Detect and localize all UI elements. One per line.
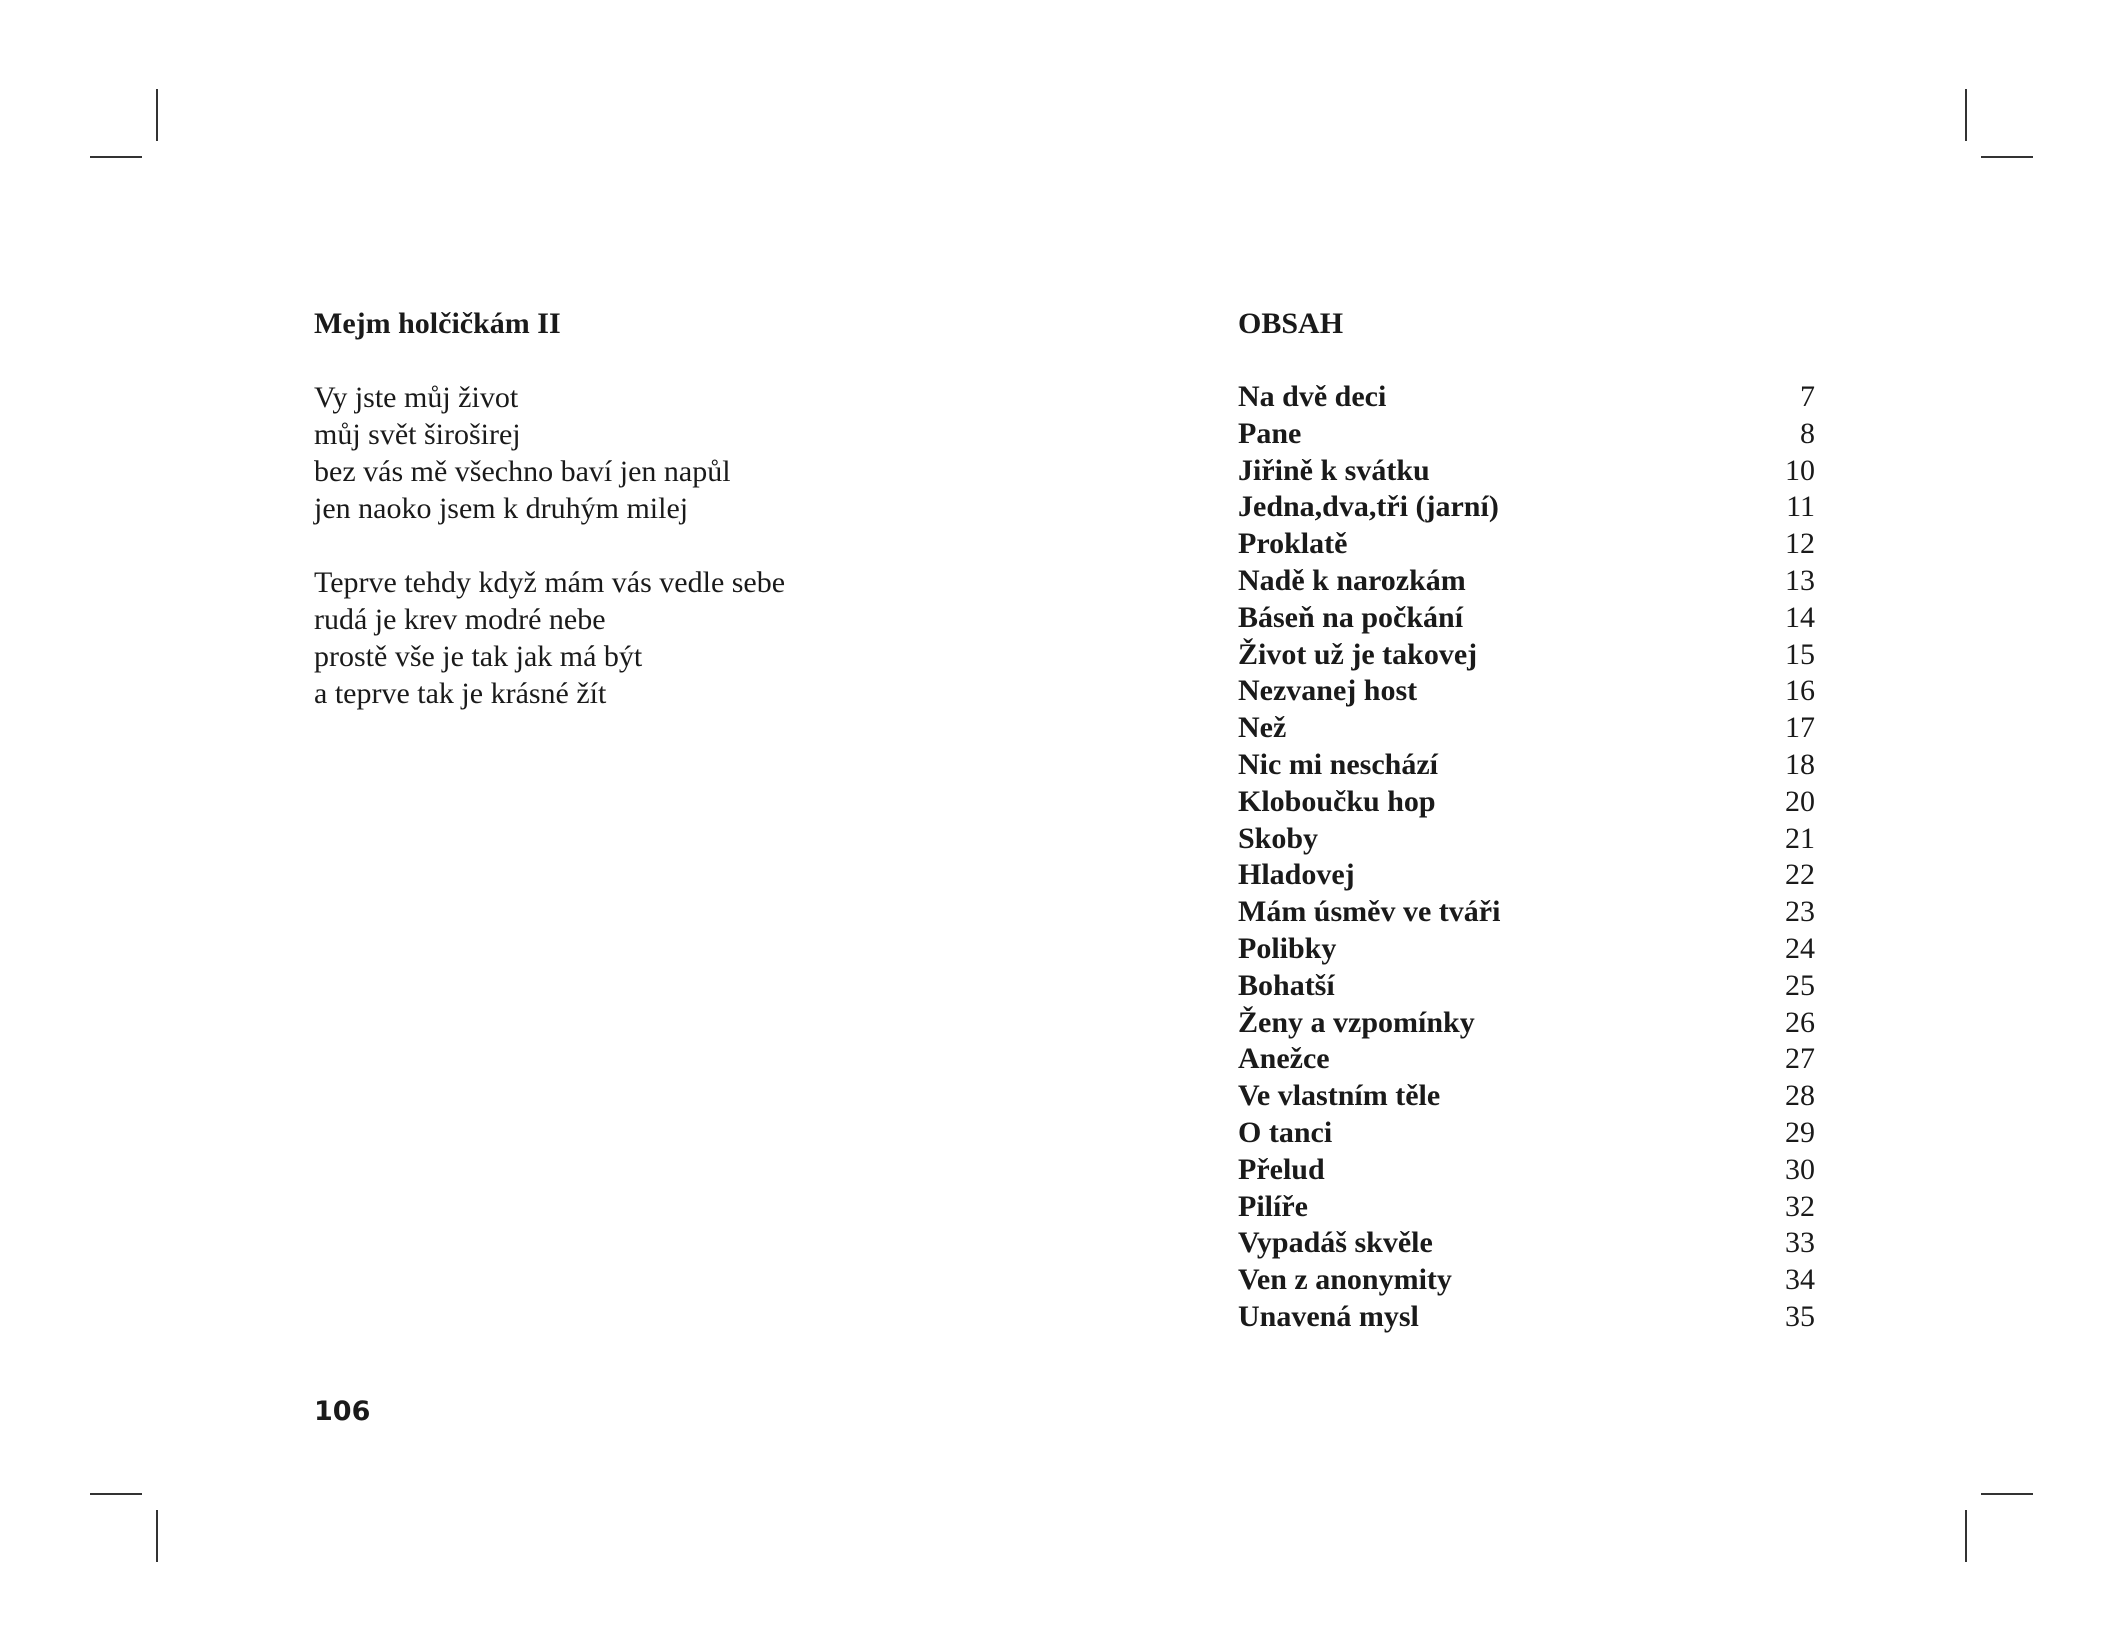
toc-entry (1238, 416, 1815, 453)
crop-mark-top-right-vertical (1965, 89, 1967, 141)
toc-entry-page: 33 (1785, 1226, 1815, 1260)
page-number: 106 (314, 1396, 371, 1427)
crop-mark-bottom-left-vertical (156, 1510, 158, 1562)
toc-entry-title: O tanci (1238, 1115, 1333, 1149)
toc-entry-title: Přelud (1238, 1152, 1325, 1186)
toc-entry-page: 12 (1785, 527, 1815, 561)
toc-entry-title: Báseň na počkání (1238, 600, 1464, 634)
toc-entry (1238, 931, 1815, 968)
toc-title: OBSAH (1238, 307, 1344, 340)
left-page (314, 305, 1114, 749)
toc-entry-title: Pilíře (1238, 1189, 1308, 1223)
toc-list (1238, 379, 1815, 1336)
toc-entry (1238, 1078, 1815, 1115)
toc-entry-title: Unavená mysl (1238, 1299, 1419, 1333)
toc-entry-title: Na dvě deci (1238, 380, 1387, 413)
toc-entry (1238, 1041, 1815, 1078)
toc-entry (1238, 1189, 1815, 1226)
toc-entry-title: Bohatší (1238, 968, 1335, 1002)
toc-entry (1238, 784, 1815, 821)
toc-entry (1238, 489, 1815, 526)
toc-entry-title: Nic mi neschází (1238, 747, 1438, 781)
poem-title: Mejm holčičkám II (314, 307, 561, 340)
toc-entry-page: 34 (1785, 1263, 1815, 1297)
toc-entry (1238, 563, 1815, 600)
poem-line: Vy jste můj život (314, 381, 519, 414)
toc-entry (1238, 1299, 1815, 1336)
poem-line: prostě vše je tak jak má být (314, 640, 643, 673)
toc-entry-page: 25 (1785, 968, 1815, 1002)
toc-entry-title: Nezvanej host (1238, 674, 1418, 708)
toc-entry-page: 17 (1785, 711, 1815, 745)
stanza-2 (314, 564, 1114, 712)
poem-line: jen naoko jsem k druhým milej (314, 492, 689, 525)
toc-entry (1238, 821, 1815, 858)
toc-entry (1238, 968, 1815, 1005)
toc-entry-title: Skoby (1238, 821, 1319, 855)
toc-entry (1238, 600, 1815, 637)
toc-entry (1238, 1225, 1815, 1262)
toc-entry-page: 35 (1785, 1299, 1815, 1333)
toc-entry-page: 18 (1785, 747, 1815, 781)
toc-entry-page: 13 (1785, 563, 1815, 597)
poem-line: a teprve tak je krásné žít (314, 677, 607, 710)
toc-entry (1238, 894, 1815, 931)
toc-entry-title: Jedna,dva,tři (jarní) (1238, 490, 1499, 524)
toc-entry-title: Ženy a vzpomínky (1238, 1005, 1475, 1039)
toc-entry (1238, 1152, 1815, 1189)
toc-entry-page: 29 (1785, 1115, 1815, 1149)
crop-mark-bottom-left-horizontal (90, 1493, 142, 1495)
poem-line: bez vás mě všechno baví jen napůl (314, 455, 731, 488)
toc-entry-title: Pane (1238, 416, 1302, 450)
toc-entry-page: 30 (1785, 1152, 1815, 1186)
toc-entry-page: 22 (1785, 858, 1815, 892)
toc-entry-title: Mám úsměv ve tváři (1238, 895, 1501, 929)
toc-entry-page: 10 (1785, 453, 1815, 487)
toc-entry-page: 23 (1785, 895, 1815, 929)
toc-entry (1238, 747, 1815, 784)
toc-entry-page: 15 (1785, 637, 1815, 671)
toc-entry-title: Ven z anonymity (1238, 1263, 1452, 1297)
toc-entry-title: Anežce (1238, 1042, 1330, 1076)
toc-entry (1238, 453, 1815, 490)
toc-entry-title: Polibky (1238, 931, 1337, 965)
toc-entry-page: 20 (1785, 784, 1815, 818)
toc-entry-title: Život už je takovej (1238, 637, 1478, 671)
toc-entry (1238, 1005, 1815, 1042)
toc-entry-page: 7 (1800, 380, 1815, 413)
toc-entry (1238, 1115, 1815, 1152)
toc-entry-title: Vypadáš skvěle (1238, 1226, 1433, 1260)
toc-entry-title: Ve vlastním těle (1238, 1079, 1441, 1113)
toc-entry (1238, 710, 1815, 747)
crop-mark-top-right-horizontal (1981, 156, 2033, 158)
toc-entry-page: 28 (1785, 1079, 1815, 1113)
toc-entry-title: Jiřině k svátku (1238, 453, 1430, 487)
toc-entry (1238, 857, 1815, 894)
right-page (1238, 305, 1815, 1336)
poem-line: můj svět široširej (314, 418, 521, 451)
toc-entry-title: Hladovej (1238, 858, 1355, 892)
toc-entry-page: 16 (1785, 674, 1815, 708)
toc-entry-page: 32 (1785, 1189, 1815, 1223)
toc-entry-page: 26 (1785, 1005, 1815, 1039)
crop-mark-top-left-vertical (156, 89, 158, 141)
toc-entry-page: 21 (1785, 821, 1815, 855)
toc-entry-title: Nadě k narozkám (1238, 563, 1466, 597)
toc-entry (1238, 526, 1815, 563)
poem-line: rudá je krev modré nebe (314, 603, 606, 636)
toc-entry-title: Proklatě (1238, 527, 1348, 561)
crop-mark-bottom-right-horizontal (1981, 1493, 2033, 1495)
toc-entry-page: 27 (1785, 1042, 1815, 1076)
toc-entry-title: Kloboučku hop (1238, 784, 1436, 818)
stanza-1 (314, 379, 1114, 527)
poem-line: Teprve tehdy když mám vás vedle sebe (314, 566, 786, 599)
toc-entry-title: Než (1238, 711, 1287, 745)
toc-entry (1238, 1262, 1815, 1299)
toc-entry-page: 8 (1800, 416, 1815, 450)
toc-entry-page: 14 (1785, 600, 1815, 634)
crop-mark-bottom-right-vertical (1965, 1510, 1967, 1562)
toc-entry-page: 11 (1786, 490, 1815, 524)
toc-entry (1238, 637, 1815, 674)
toc-entry-page: 24 (1785, 931, 1815, 965)
toc-entry (1238, 379, 1815, 416)
crop-mark-top-left-horizontal (90, 156, 142, 158)
toc-entry (1238, 673, 1815, 710)
